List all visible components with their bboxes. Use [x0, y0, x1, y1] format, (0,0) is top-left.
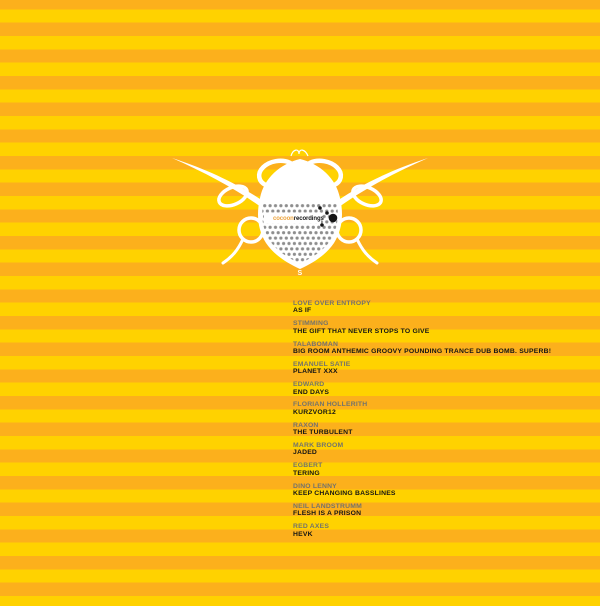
track-artist: FLORIAN HOLLERITH — [293, 401, 368, 409]
track-title: JADED — [293, 449, 318, 457]
track-artist: TALABOMAN — [293, 340, 339, 348]
track-artist: DINO LENNY — [293, 482, 337, 490]
track-title: PLANET XXX — [293, 368, 338, 376]
brand-cocoon: cocoon — [273, 216, 294, 222]
track-artist: STIMMING — [293, 320, 329, 328]
track-row-4 — [293, 361, 593, 381]
track-artist: MARK BROOM — [293, 442, 344, 450]
track-artist: EMANUEL SATIE — [293, 360, 351, 368]
accent-dot-large — [329, 214, 338, 223]
track-row-1 — [293, 300, 593, 320]
brand-wordmark — [273, 215, 324, 224]
track-artist: RED AXES — [293, 523, 330, 531]
track-row-6 — [293, 401, 593, 421]
track-row-7 — [293, 422, 593, 442]
track-title: KEEP CHANGING BASSLINES — [293, 490, 396, 498]
track-artist: LOVE OVER ENTROPY — [293, 300, 371, 307]
track-title: FLESH IS A PRISON — [293, 510, 362, 518]
track-artist: NEIL LANDSTRUMM — [293, 502, 362, 510]
track-row-12 — [293, 523, 593, 543]
track-row-10 — [293, 483, 593, 503]
track-artist: EDWARD — [293, 381, 325, 389]
track-row-5 — [293, 381, 593, 401]
tracklist — [293, 300, 593, 544]
track-row-3 — [293, 341, 593, 361]
brand-recordings: recordings — [293, 216, 324, 222]
track-artist: EGBERT — [293, 462, 323, 470]
track-title: END DAYS — [293, 388, 330, 396]
halftone-dot-grid — [258, 202, 342, 266]
top-flourish — [291, 150, 308, 156]
track-title: HEVK — [293, 530, 313, 538]
track-row-2 — [293, 320, 593, 340]
track-title: THE TURBULENT — [293, 429, 353, 437]
track-artist: RAXON — [293, 421, 319, 429]
track-row-8 — [293, 442, 593, 462]
track-title: BIG ROOM ANTHEMIC GROOVY POUNDING TRANCE DUB BOMB. SUPERB! — [293, 348, 552, 355]
track-row-9 — [293, 462, 593, 482]
track-title: TERING — [293, 469, 320, 477]
accent-dot-small-1 — [318, 206, 322, 210]
accent-dot-small-2 — [325, 211, 329, 215]
compilation-letter: S — [297, 270, 303, 277]
track-row-11 — [293, 503, 593, 523]
track-title: AS IF — [293, 307, 312, 315]
track-title: KURZVOR12 — [293, 408, 336, 416]
track-title: THE GIFT THAT NEVER STOPS TO GIVE — [293, 327, 430, 335]
